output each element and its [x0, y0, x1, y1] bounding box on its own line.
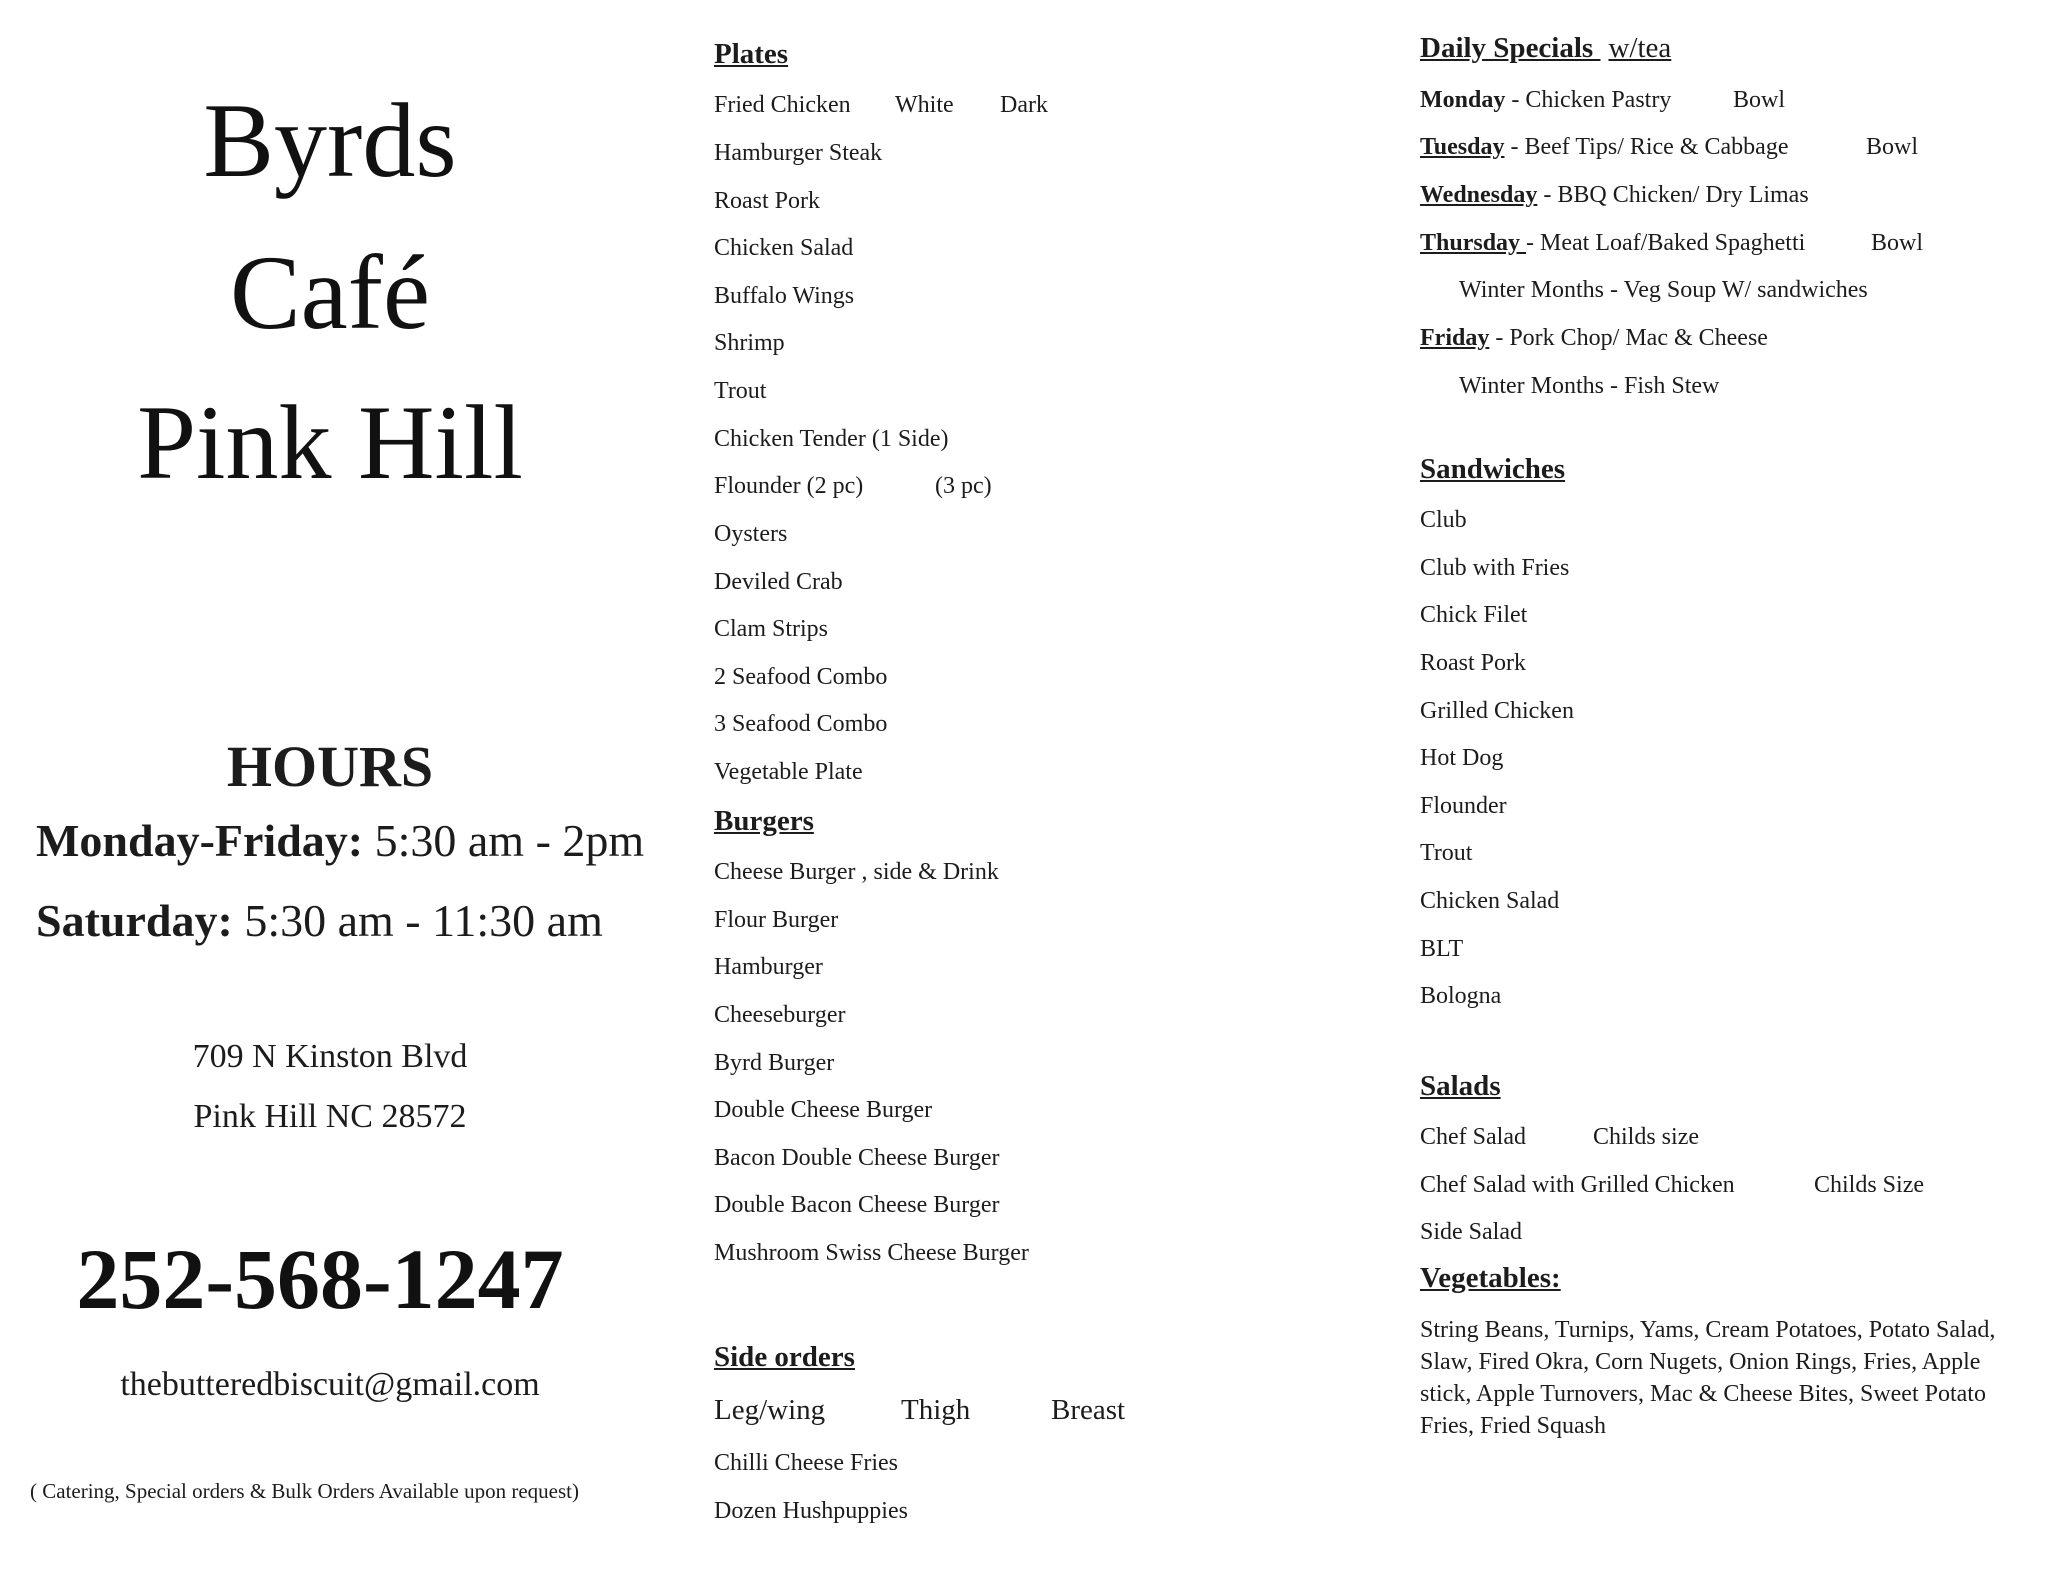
- address-line-2: Pink Hill NC 28572: [193, 1098, 467, 1135]
- special-friday: [1420, 326, 1768, 350]
- plate-item-name: Fried Chicken: [714, 92, 851, 118]
- plate-item: Deviled Crab: [714, 569, 843, 595]
- special-bowl: Bowl: [1866, 134, 1919, 160]
- salad-item: Side Salad: [1420, 1219, 1522, 1245]
- sandwich-item: BLT: [1420, 936, 1464, 962]
- plate-item: Clam Strips: [714, 616, 829, 642]
- plate-item: Roast Pork: [714, 188, 821, 214]
- burger-item: Double Cheese Burger: [714, 1097, 933, 1123]
- daily-specials-note: w/tea: [1608, 32, 1672, 64]
- hours-time: 5:30 am - 2pm: [374, 815, 645, 866]
- side-option-thigh: Thigh: [901, 1394, 971, 1426]
- burger-item: Bacon Double Cheese Burger: [714, 1145, 1000, 1171]
- plate-item: Chicken Salad: [714, 235, 854, 261]
- address-line-1: 709 N Kinston Blvd: [192, 1038, 468, 1075]
- burger-item: Hamburger: [714, 954, 823, 980]
- special-friday-winter: Winter Months - Fish Stew: [1459, 373, 1720, 399]
- side-orders-title: Side orders: [714, 1341, 855, 1373]
- vegetables-list: String Beans, Turnips, Yams, Cream Potatoes, Potato Salad, Slaw, Fired Okra, Corn Nugets, Onion Rings, Fries, Apple stick, Apple Turnovers, Mac & Cheese Bites, Sweet Potato Fries, Fried Squash: [1420, 1317, 1996, 1439]
- burger-item: Cheeseburger: [714, 1002, 846, 1028]
- salad-name: Chef Salad: [1420, 1124, 1526, 1150]
- sandwich-item: Grilled Chicken: [1420, 698, 1574, 724]
- salad-name: Chef Salad with Grilled Chicken: [1420, 1172, 1735, 1198]
- plate-item: [714, 473, 992, 499]
- salad-size-option: Childs Size: [1814, 1172, 1925, 1198]
- special-wednesday: [1420, 183, 1809, 207]
- salad-item: [1420, 1124, 1699, 1150]
- side-order-item: Chilli Cheese Fries: [714, 1450, 898, 1476]
- special-day-label: Monday: [1420, 87, 1506, 113]
- hours-days-label: Monday-Friday:: [36, 815, 364, 866]
- side-order-item: Dozen Hushpuppies: [714, 1498, 908, 1524]
- side-option-leg-wing: Leg/wing: [714, 1394, 826, 1426]
- plate-item: Trout: [714, 378, 767, 404]
- sandwich-item: Chicken Salad: [1420, 888, 1560, 914]
- burger-item: Byrd Burger: [714, 1050, 835, 1076]
- plate-item: Oysters: [714, 521, 788, 547]
- special-text: - BBQ Chicken/ Dry Limas: [1537, 182, 1809, 208]
- email-address[interactable]: thebutteredbiscuit@gmail.com: [120, 1366, 540, 1403]
- cafe-name-line-1: Byrds: [203, 82, 457, 199]
- phone-number[interactable]: 252-568-1247: [76, 1231, 564, 1327]
- special-text: - Chicken Pastry: [1505, 87, 1672, 113]
- salad-size-option: Childs size: [1593, 1124, 1699, 1150]
- cafe-name-line-2: Café: [229, 234, 431, 351]
- menu-column-middle: [714, 0, 1334, 1582]
- plate-item: 2 Seafood Combo: [714, 664, 888, 690]
- hours-time: 5:30 am - 11:30 am: [244, 895, 603, 946]
- burger-item: Mushroom Swiss Cheese Burger: [714, 1240, 1029, 1266]
- special-thursday: [1420, 230, 1924, 256]
- burger-item: Flour Burger: [714, 907, 839, 933]
- special-day-label: Thursday: [1420, 230, 1527, 256]
- sandwich-item: Roast Pork: [1420, 650, 1527, 676]
- daily-specials-heading: Daily Specials: [1420, 32, 1601, 64]
- sandwiches-title: Sandwiches: [1420, 453, 1566, 485]
- hours-row-weekdays: [36, 815, 645, 866]
- special-tuesday: [1420, 134, 1919, 160]
- salad-item: [1420, 1172, 1925, 1198]
- burger-item: Double Bacon Cheese Burger: [714, 1192, 1000, 1218]
- plate-option-3pc: (3 pc): [935, 473, 992, 499]
- side-order-chicken-row: [714, 1394, 1126, 1426]
- hours-title: HOURS: [226, 734, 434, 799]
- special-bowl: Bowl: [1871, 230, 1924, 256]
- menu-column-right: [1420, 0, 2040, 1582]
- plate-item: Buffalo Wings: [714, 283, 855, 309]
- burger-item: Cheese Burger , side & Drink: [714, 859, 999, 885]
- special-thursday-winter: Winter Months - Veg Soup W/ sandwiches: [1459, 277, 1868, 303]
- special-text: - Pork Chop/ Mac & Cheese: [1489, 325, 1768, 351]
- side-option-breast: Breast: [1051, 1394, 1126, 1426]
- sandwich-item: Bologna: [1420, 983, 1502, 1009]
- special-day-label: Tuesday: [1420, 134, 1505, 160]
- sandwich-item: Trout: [1420, 840, 1473, 866]
- plate-item: Vegetable Plate: [714, 759, 863, 785]
- plate-item: Chicken Tender (1 Side): [714, 426, 949, 452]
- sandwich-item: Hot Dog: [1420, 745, 1504, 771]
- special-text: - Beef Tips/ Rice & Cabbage: [1504, 134, 1789, 160]
- salads-title: Salads: [1420, 1070, 1501, 1102]
- special-bowl: Bowl: [1733, 87, 1786, 113]
- plate-item-name: Flounder (2 pc): [714, 473, 864, 499]
- plate-option-white: White: [895, 92, 954, 118]
- sandwich-item: Flounder: [1420, 793, 1507, 819]
- special-day-label: Wednesday: [1420, 182, 1538, 208]
- special-day-label: Friday: [1420, 325, 1490, 351]
- cafe-info-panel: [0, 0, 680, 1582]
- special-text: - Meat Loaf/Baked Spaghetti: [1526, 230, 1806, 256]
- hours-row-saturday: [36, 895, 603, 946]
- special-monday: [1420, 87, 1786, 113]
- plate-item: Shrimp: [714, 330, 785, 356]
- cafe-name-line-3: Pink Hill: [137, 384, 523, 501]
- sandwich-item: Chick Filet: [1420, 602, 1528, 628]
- plate-option-dark: Dark: [1000, 92, 1048, 118]
- burgers-title: Burgers: [714, 805, 814, 837]
- plate-item: [714, 92, 1048, 118]
- sandwich-item: Club: [1420, 507, 1467, 533]
- catering-note: ( Catering, Special orders & Bulk Orders Available upon request): [30, 1479, 579, 1503]
- daily-specials-title: [1420, 34, 1671, 63]
- plate-item: 3 Seafood Combo: [714, 711, 888, 737]
- sandwich-item: Club with Fries: [1420, 555, 1570, 581]
- hours-days-label: Saturday:: [36, 895, 233, 946]
- vegetables-title: Vegetables:: [1420, 1262, 1561, 1294]
- plates-title: Plates: [714, 38, 789, 70]
- plate-item: Hamburger Steak: [714, 140, 883, 166]
